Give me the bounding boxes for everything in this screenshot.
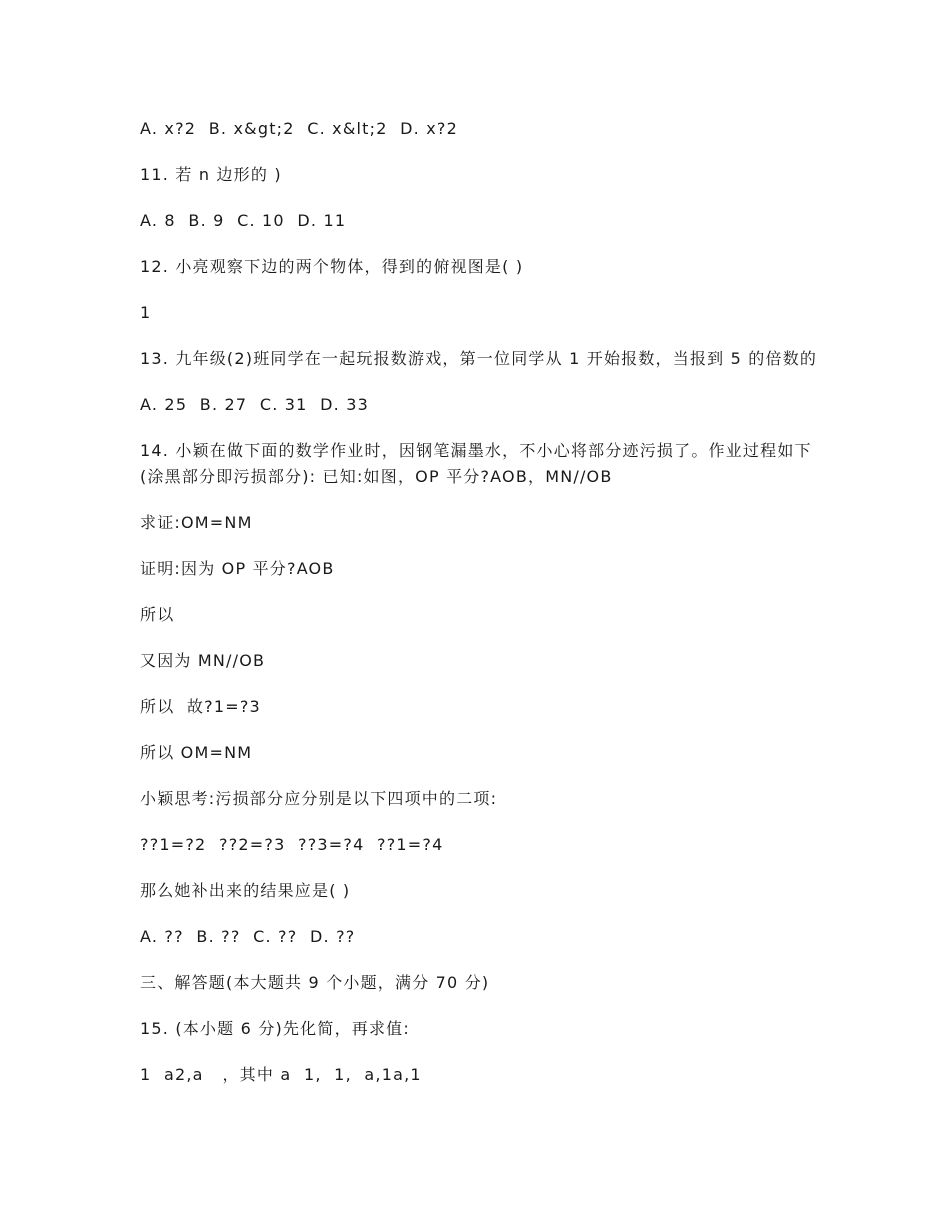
q13-stem: 13. 九年级(2)班同学在一起玩报数游戏，第一位同学从 1 开始报数，当报到 5 的倍数的: [140, 349, 818, 368]
q15-stem: 15. (本小题 6 分)先化简，再求值:: [140, 1019, 410, 1038]
q14-choices: ??1=?2 ??2=?3 ??3=?4 ??1=?4: [140, 835, 444, 854]
q10-options: A. x?2 B. x&gt;2 C. x&lt;2 D. x?2: [140, 119, 458, 138]
q14-options: A. ?? B. ?? C. ?? D. ??: [140, 927, 356, 946]
q14-proof-line-3: 又因为 MN//OB: [140, 651, 266, 670]
q14-prove: 求证:OM=NM: [140, 513, 253, 532]
q14-proof-line-4: 所以 故?1=?3: [140, 697, 261, 716]
q12-stem: 12. 小亮观察下边的两个物体，得到的俯视图是( ): [140, 257, 524, 276]
q14-stem: 14. 小颖在做下面的数学作业时，因钢笔漏墨水，不小心将部分迹污损了。作业过程如下(涂黑部分即污损部分): 已知:如图，OP 平分?AOB，MN//OB: [140, 441, 812, 486]
q14-thinking: 小颖思考:污损部分应分别是以下四项中的二项:: [140, 789, 498, 808]
document-page: [140, 116, 820, 1108]
q11-options: A. 8 B. 9 C. 10 D. 11: [140, 211, 347, 230]
q15-expression: 1 a2,a ，其中 a 1, 1, a,1a,1: [140, 1065, 422, 1084]
q13-options: A. 25 B. 27 C. 31 D. 33: [140, 395, 369, 414]
q14-proof-line-5: 所以 OM=NM: [140, 743, 253, 762]
q12-figure-number: 1: [140, 303, 152, 322]
q14-question: 那么她补出来的结果应是( ): [140, 881, 351, 900]
section-three-heading: 三、解答题(本大题共 9 个小题，满分 70 分): [140, 973, 490, 992]
q11-stem: 11. 若 n 边形的 ): [140, 165, 282, 184]
q14-proof-line-2: 所以: [140, 605, 175, 624]
q14-proof-line-1: 证明:因为 OP 平分?AOB: [140, 559, 335, 578]
